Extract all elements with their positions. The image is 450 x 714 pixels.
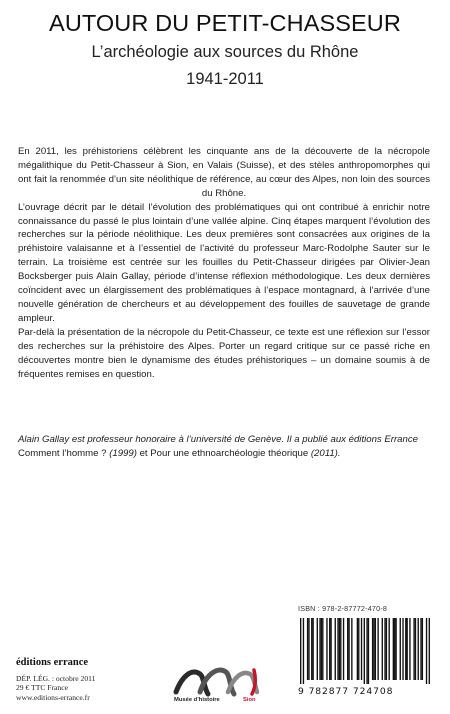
barcode-bar [329, 618, 330, 680]
barcode-bar [402, 618, 403, 680]
barcode-bar [415, 618, 416, 680]
author-bio [18, 433, 430, 461]
barcode-bar [382, 618, 383, 680]
book-years: 1941-2011 [186, 70, 264, 88]
barcode-bar [418, 618, 419, 680]
barcode-bar [372, 618, 373, 680]
publisher-name: éditions errance [16, 657, 89, 668]
barcode-bar [394, 618, 395, 680]
legal-deposit: DÉP. LÉG. : octobre 2011 [16, 674, 96, 683]
barcode-bar [366, 618, 367, 684]
barcode-bar [319, 618, 320, 680]
barcode-bar [420, 618, 421, 680]
barcode-bar [413, 618, 414, 680]
barcode-bar [406, 618, 407, 680]
barcode-bar [312, 618, 313, 680]
book-reference-1: Comment l’homme ? [18, 447, 107, 459]
barcode-bar [386, 618, 387, 680]
barcode-bar [395, 618, 396, 680]
barcode-bar [357, 618, 358, 680]
author-and: et [139, 447, 148, 459]
barcode-bar [368, 618, 369, 684]
barcode-number: 9 782877 724708 [298, 686, 394, 697]
barcode-bar [321, 618, 322, 680]
blurb [18, 145, 430, 381]
barcode-bar [311, 618, 312, 680]
museum-label: Musée d’histoire [174, 697, 220, 703]
barcode [300, 618, 430, 684]
barcode-bar [337, 618, 338, 680]
barcode-bar [384, 618, 385, 680]
book-reference-1-year: (1999) [109, 447, 137, 459]
book-title: AUTOUR DU PETIT-CHASSEUR [49, 10, 401, 36]
blurb-paragraph-1: En 2011, les préhistoriens célèbrent les cinquante ans de la découverte de la nécropole mégalithique du Petit-Chasseur à Sion, en Valais (Suisse), et des stèles anthropomorphes qui ont fait la renommée d’un site néolithique de référence, au cœur des Alpes, non loin des sources du Rhône. [18, 146, 430, 199]
price: 29 € TTC France [16, 683, 68, 693]
barcode-bar [339, 618, 340, 680]
barcode-bar [409, 618, 410, 680]
barcode-bar [375, 618, 376, 680]
publication-info [16, 674, 95, 702]
barcode-bar [335, 618, 336, 680]
barcode-bar [426, 618, 427, 684]
barcode-bar [307, 618, 308, 680]
barcode-bar [361, 618, 362, 680]
barcode-bar [300, 618, 301, 684]
book-reference-2: Pour une ethnoarchéologie théorique [150, 447, 309, 459]
isbn: ISBN : 978-2-87772-470-8 [298, 604, 388, 613]
barcode-bar [317, 618, 318, 680]
barcode-bar [351, 618, 352, 680]
barcode-bar [348, 618, 349, 680]
blurb-paragraph-2: L’ouvrage décrit par le détail l’évolution des problématiques qui ont contribué à enrichir notre connaissance du passé le plus lointain d’une vallée alpine. Cinq étapes marquent l’évolution des recherches sur la période néolithique. Les deux premières sont consacrées aux origines de la préhistoire valaisanne et à l’essentiel de l’activité du professeur Marc-Rodolphe Sauter sur le terrain. La troisième est centrée sur les fouilles du Petit-Chasseur dirigées par Olivier-Jean Bocksberger puis Alain Gallay, période d’intense réflexion méthodologique. Les deux dernières coïncident avec un élargissement des problématiques à l’espace montagnard, à l’arrivée d’une nouvelle génération de chercheurs et au développement des fouilles de sauvetage de grande ampleur. [18, 201, 430, 324]
book-reference-2-year: (2011). [310, 447, 341, 459]
barcode-bar [422, 618, 423, 680]
barcode-bar [389, 618, 390, 680]
barcode-bar [364, 618, 365, 684]
barcode-bar [393, 618, 394, 680]
book-subtitle: L’archéologie aux sources du Rhône [91, 43, 359, 61]
barcode-bar [326, 618, 327, 680]
barcode-bar [405, 618, 406, 680]
barcode-bar [400, 618, 401, 680]
blurb-paragraph-3: Par-delà la présentation de la nécropole du Petit-Chasseur, ce texte est une réflexion sur l’essor des recherches sur la préhistoire des Alpes. Porter un regard critique sur ce passé riche en découvertes montre bien le dynamisme des études préhistoriques – un domaine soumis à de fréquentes remises en question. [18, 326, 430, 380]
barcode-bar [330, 618, 331, 680]
barcode-bar [429, 618, 430, 684]
barcode-bar [377, 618, 378, 680]
publisher-website[interactable]: www.editions-errance.fr [16, 692, 90, 702]
author-bio-text: Alain Gallay est professeur honoraire à l’université de Genève. Il a publié aux éditions Errance [18, 434, 418, 445]
barcode-bar [303, 618, 304, 684]
barcode-bar [347, 618, 348, 680]
city-label: Sion [243, 697, 256, 703]
barcode-bar [308, 618, 309, 680]
barcode-bar [358, 618, 359, 680]
barcode-bar [340, 618, 341, 680]
barcode-bar [373, 618, 374, 680]
barcode-bar [322, 618, 323, 680]
barcode-bar [343, 618, 344, 680]
